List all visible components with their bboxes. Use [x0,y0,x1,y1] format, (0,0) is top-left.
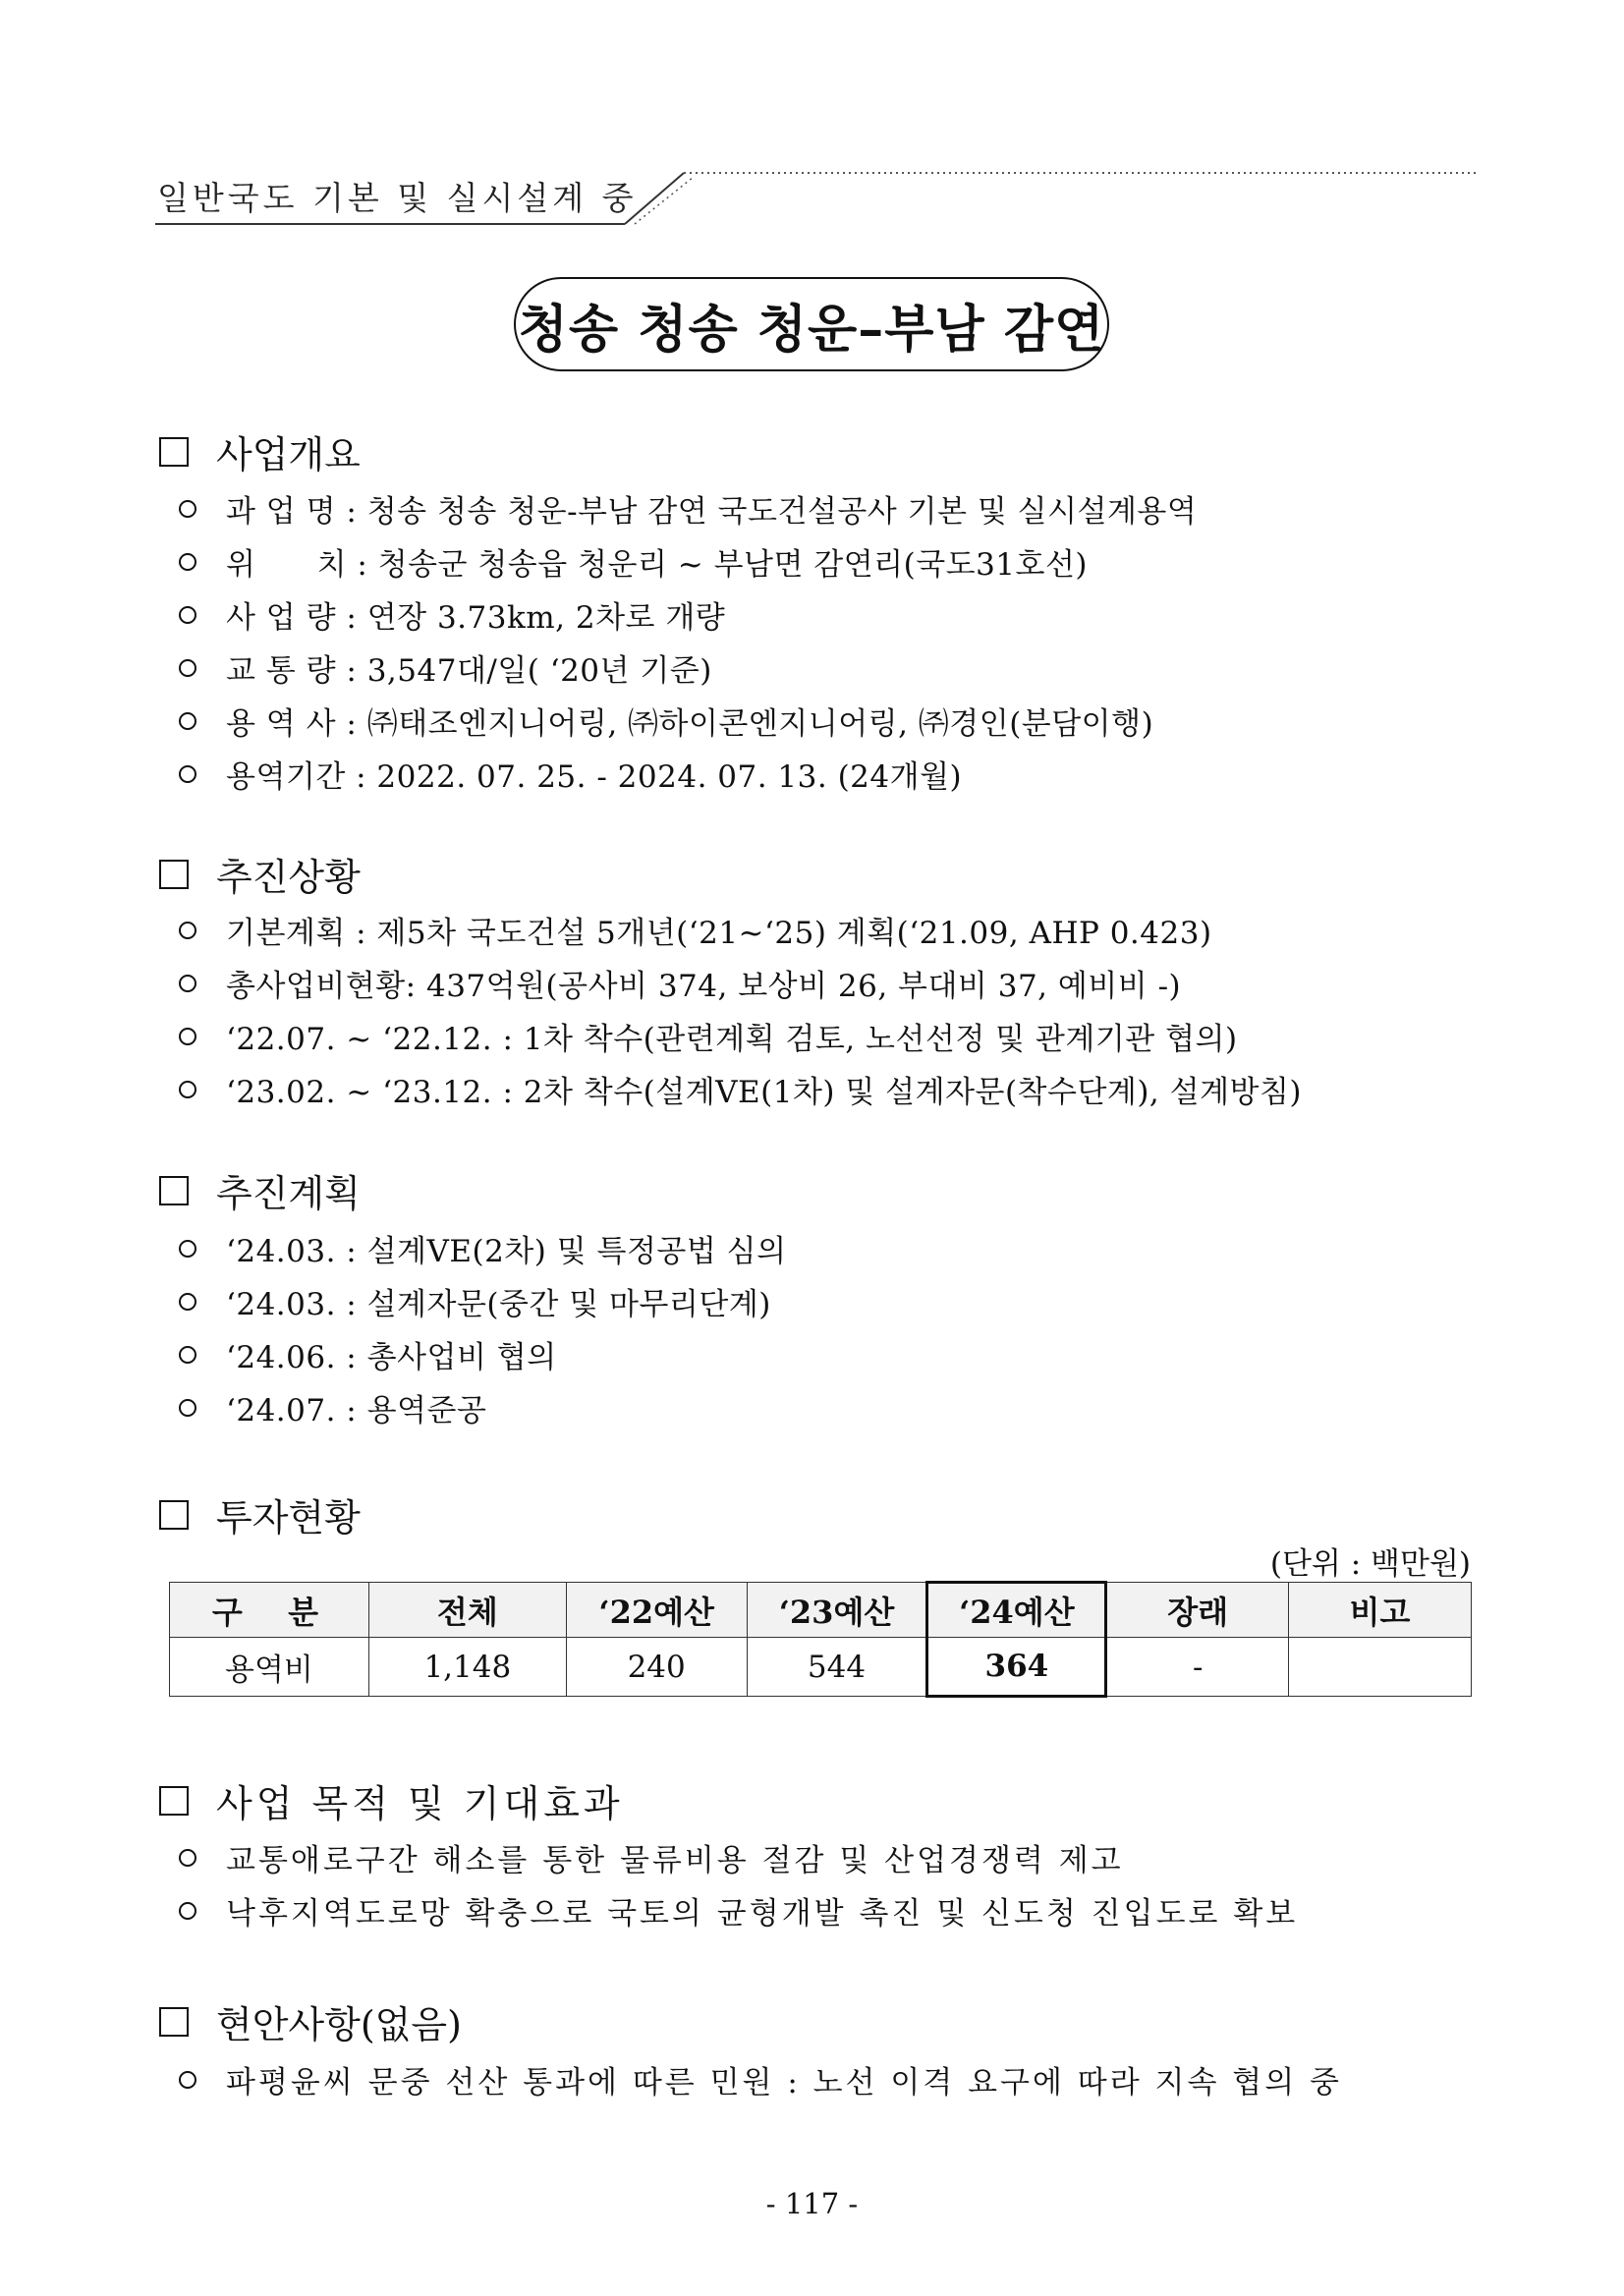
section-heading-purpose [159,1773,624,1827]
list-item: ‘24.03. : 설계VE(2차) 및 특정공법 심의 [179,1226,787,1270]
circle-bullet-icon [179,1849,196,1867]
list-item: 교 통 량 : 3,547대/일( ‘20년 기준) [179,645,712,690]
section-heading-investment [159,1487,361,1541]
circle-bullet-icon [179,1240,196,1258]
table-header-cell: ‘23예산 [747,1583,927,1638]
header-label: 일반국도 기본 및 실시설계 중 [157,179,638,217]
list-item: ‘23.02. ~ ‘23.12. : 2차 착수(설계VE(1차) 및 설계자문(착수단계), 설계방침) [179,1067,1302,1111]
list-item: 과 업 명 : 청송 청송 청운-부남 감연 국도건설공사 기본 및 실시설계용역 [179,486,1197,531]
circle-bullet-icon [179,606,196,624]
checkbox-icon [159,2007,189,2037]
section-heading-issues [159,1994,462,2048]
list-item: 기본계획 : 제5차 국도건설 5개년(‘21~‘25) 계획(‘21.09, AHP 0.423) [179,908,1212,952]
checkbox-icon [159,860,189,889]
section-title: 추진상황 [216,856,361,899]
section-heading-plan [159,1163,361,1217]
list-item: 총사업비현황: 437억원(공사비 374, 보상비 26, 부대비 37, 예비비 -) [179,961,1181,1005]
checkbox-icon [159,1176,189,1205]
header-rule [0,0,1624,236]
table-header-row [170,1583,1472,1638]
list-item: ‘24.06. : 총사업비 협의 [179,1332,557,1376]
table-header-cell-highlight: ‘24예산 [927,1583,1106,1638]
table-cell: 1,148 [368,1638,566,1697]
table-cell: - [1106,1638,1289,1697]
list-item: 낙후지역도로망 확충으로 국토의 균형개발 촉진 및 신도청 진입도로 확보 [179,1888,1298,1932]
circle-bullet-icon [179,1346,196,1364]
table-cell: 240 [566,1638,747,1697]
list-item: 교통애로구간 해소를 통한 물류비용 절감 및 산업경쟁력 제고 [179,1835,1124,1879]
list-item: ‘24.03. : 설계자문(중간 및 마무리단계) [179,1279,771,1323]
table-header-cell: 전체 [368,1583,566,1638]
section-title: 현안사항(없음) [216,2003,462,2046]
circle-bullet-icon [179,1028,196,1045]
list-item: ‘24.07. : 용역준공 [179,1385,486,1429]
checkbox-icon [159,437,189,467]
circle-bullet-icon [179,659,196,677]
table-cell [1289,1638,1472,1697]
circle-bullet-icon [179,712,196,730]
list-item: ‘22.07. ~ ‘22.12. : 1차 착수(관련계획 검토, 노선선정 및 관계기관 협의) [179,1014,1238,1058]
page-number: - 117 - [765,2187,859,2220]
section-title: 투자현황 [216,1496,361,1540]
circle-bullet-icon [179,500,196,518]
circle-bullet-icon [179,1081,196,1098]
section-heading-overview [159,424,361,478]
section-title: 추진계획 [216,1172,361,1215]
table-header-cell: 장래 [1106,1583,1289,1638]
title-box [514,277,1109,371]
checkbox-icon [159,1500,189,1530]
circle-bullet-icon [179,975,196,992]
investment-table [169,1581,1472,1698]
list-item: 위 치 : 청송군 청송읍 청운리 ~ 부남면 감연리(국도31호선) [179,539,1088,584]
circle-bullet-icon [179,553,196,571]
list-item: 용역기간 : 2022. 07. 25. - 2024. 07. 13. (24개월) [179,752,962,796]
section-heading-status [159,847,361,901]
list-item: 용 역 사 : ㈜태조엔지니어링, ㈜하이콘엔지니어링, ㈜경인(분담이행) [179,699,1153,743]
list-item: 파평윤씨 문중 선산 통과에 따른 민원 : 노선 이격 요구에 따라 지속 협의 중 [179,2057,1342,2101]
checkbox-icon [159,1786,189,1816]
section-title: 사업개요 [216,433,361,476]
circle-bullet-icon [179,922,196,939]
section-title: 사업 목적 및 기대효과 [216,1782,624,1825]
list-item: 사 업 량 : 연장 3.73km, 2차로 개량 [179,592,725,637]
circle-bullet-icon [179,1399,196,1417]
table-cell-highlight: 364 [927,1638,1106,1697]
page-title: 청송 청송 청운–부남 감연 [518,299,1105,360]
table-row [170,1638,1472,1697]
table-header-cell: 구 분 [170,1583,369,1638]
table-header-cell: ‘22예산 [566,1583,747,1638]
table-cell: 용역비 [170,1638,369,1697]
table-header-cell: 비고 [1289,1583,1472,1638]
circle-bullet-icon [179,765,196,783]
circle-bullet-icon [179,1902,196,1920]
circle-bullet-icon [179,1293,196,1311]
table-cell: 544 [747,1638,927,1697]
unit-note: (단위 : 백만원) [1269,1546,1471,1582]
circle-bullet-icon [179,2071,196,2089]
